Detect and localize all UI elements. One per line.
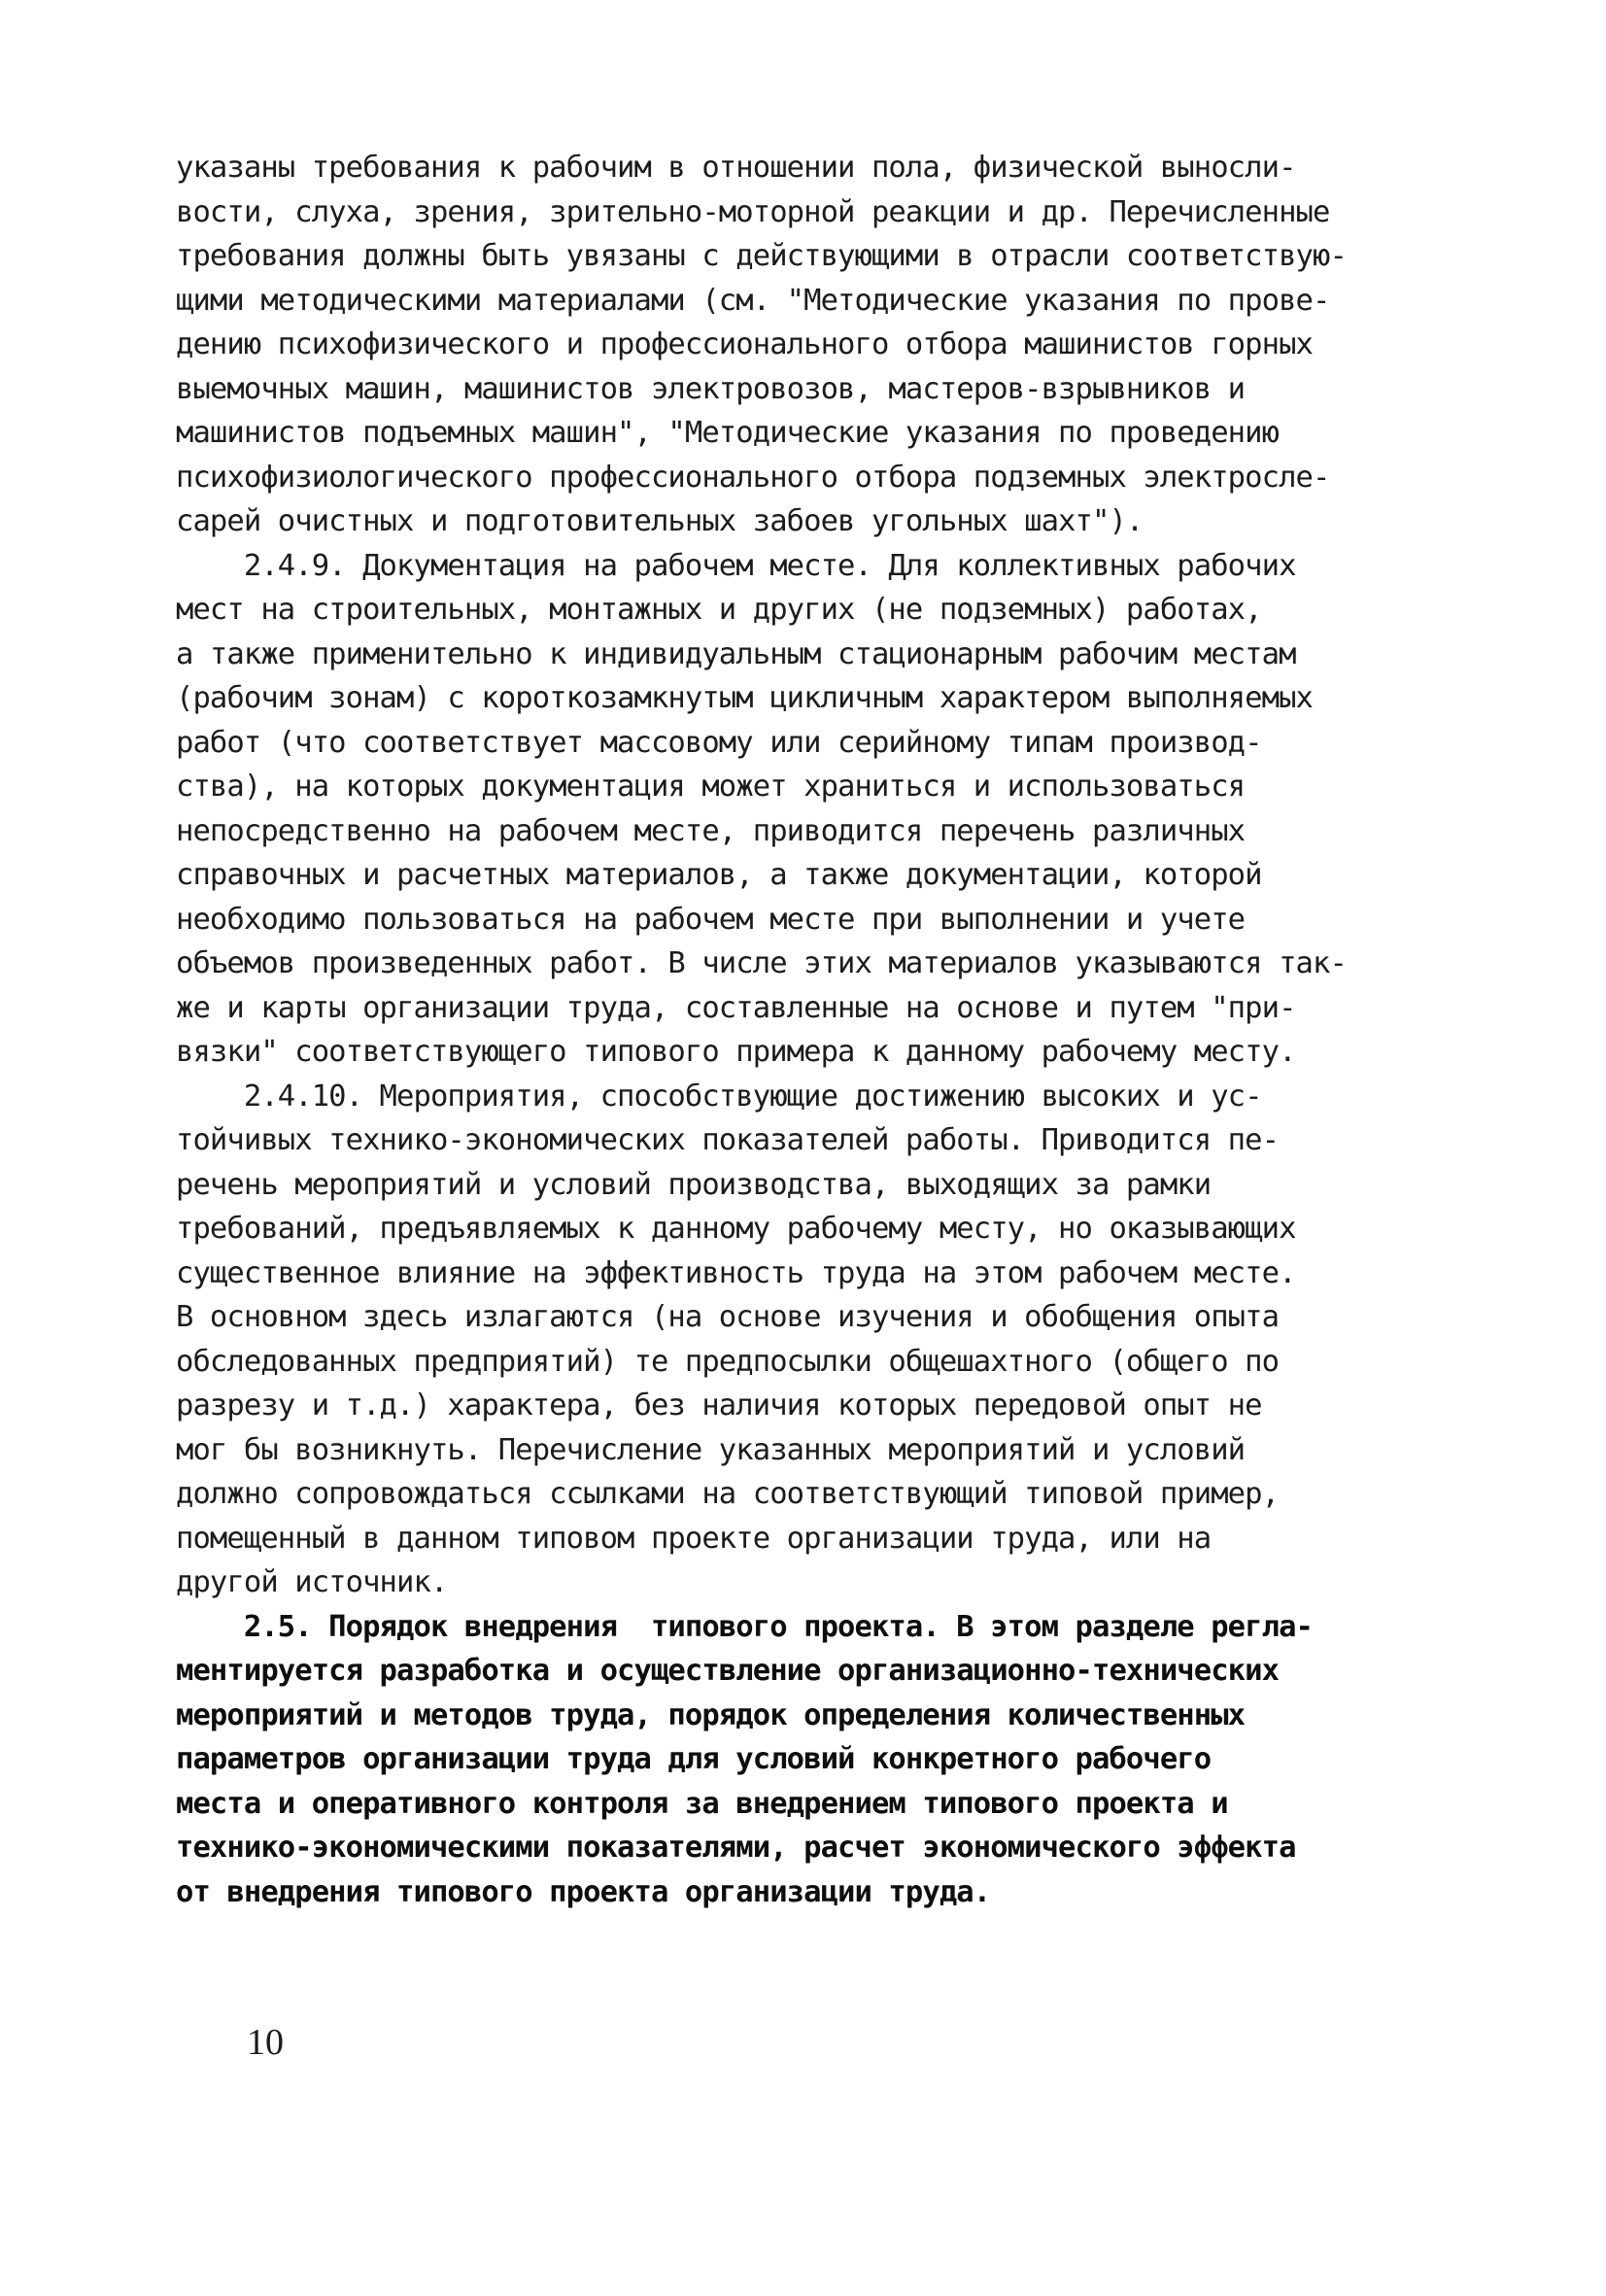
- text-line: щими методическими материалами (см. "Методические указания по прове-: [176, 283, 1330, 318]
- text-line: указаны требования к рабочим в отношении пола, физической выносли-: [176, 151, 1296, 185]
- text-line: мероприятий и методов труда, порядок определения количественных: [176, 1697, 1246, 1732]
- text-line: требования должны быть увязаны с действующими в отрасли соответствую-: [176, 239, 1347, 273]
- text-line: ментируется разработка и осуществление организационно-технических: [176, 1654, 1280, 1688]
- text-line: вости, слуха, зрения, зрительно-моторной реакции и др. Перечисленные: [176, 194, 1330, 229]
- text-line: мог бы возникнуть. Перечисление указанных мероприятий и условий: [176, 1432, 1246, 1467]
- text-line: мест на строительных, монтажных и других (не подземных) работах,: [176, 593, 1262, 627]
- text-line: психофизиологического профессионального отбора подземных электросле-: [176, 460, 1330, 495]
- text-line: требований, предъявляемых к данному рабочему месту, но оказывающих: [176, 1212, 1296, 1246]
- text-line: вязки" соответствующего типового примера к данному рабочему месту.: [176, 1035, 1296, 1069]
- text-line: технико-экономическими показателями, расчет экономического эффекта: [176, 1831, 1296, 1865]
- text-line: дению психофизического и профессионального отбора машинистов горных: [176, 327, 1313, 361]
- text-line: справочных и расчетных материалов, а также документации, которой: [176, 858, 1262, 892]
- text-line: непосредственно на рабочем месте, приводится перечень различных: [176, 813, 1246, 848]
- text-line: объемов произведенных работ. В числе этих материалов указываются так-: [176, 946, 1347, 980]
- text-line: (рабочим зонам) с короткозамкнутым цикличным характером выполняемых: [176, 681, 1313, 715]
- body-text: [176, 146, 1468, 1914]
- text-line: 2.5. Порядок внедрения типового проекта. В этом разделе регла-: [176, 1609, 1313, 1644]
- text-line: В основном здесь излагаются (на основе изучения и обобщения опыта: [176, 1300, 1280, 1334]
- text-line: обследованных предприятий) те предпосылки общешахтного (общего по: [176, 1344, 1280, 1379]
- text-line: ства), на которых документация может храниться и использоваться: [176, 770, 1246, 804]
- text-line: существенное влияние на эффективность труда на этом рабочем месте.: [176, 1255, 1296, 1290]
- text-line: другой источник.: [176, 1565, 448, 1599]
- text-line: выемочных машин, машинистов электровозов, мастеров-взрывников и: [176, 371, 1246, 406]
- text-line: тойчивых технико-экономических показателей работы. Приводится пе-: [176, 1123, 1280, 1157]
- text-line: 2.4.10. Мероприятия, способствующие достижению высоких и ус-: [176, 1079, 1262, 1114]
- text-line: параметров организации труда для условий конкретного рабочего: [176, 1742, 1212, 1776]
- text-line: же и карты организации труда, составленные на основе и путем "при-: [176, 990, 1296, 1025]
- text-line: помещенный в данном типовом проекте организации труда, или на: [176, 1521, 1212, 1556]
- text-line: а также применительно к индивидуальным стационарным рабочим местам: [176, 636, 1296, 671]
- text-line: разрезу и т.д.) характера, без наличия которых передовой опыт не: [176, 1388, 1262, 1422]
- text-line: должно сопровождаться ссылками на соответствующий типовой пример,: [176, 1477, 1280, 1511]
- text-line: от внедрения типового проекта организации труда.: [176, 1874, 991, 1909]
- text-line: необходимо пользоваться на рабочем месте при выполнении и учете: [176, 902, 1246, 937]
- text-line: машинистов подъемных машин", "Методические указания по проведению: [176, 416, 1280, 450]
- text-line: сарей очистных и подготовительных забоев угольных шахт").: [176, 504, 1144, 538]
- text-line: работ (что соответствует массовому или серийному типам производ-: [176, 725, 1262, 760]
- text-line: места и оперативного контроля за внедрением типового проекта и: [176, 1786, 1228, 1821]
- text-line: речень мероприятий и условий производства, выходящих за рамки: [176, 1167, 1212, 1202]
- page-number: 10: [247, 2022, 284, 2063]
- text-line: 2.4.9. Документация на рабочем месте. Для коллективных рабочих: [176, 548, 1296, 583]
